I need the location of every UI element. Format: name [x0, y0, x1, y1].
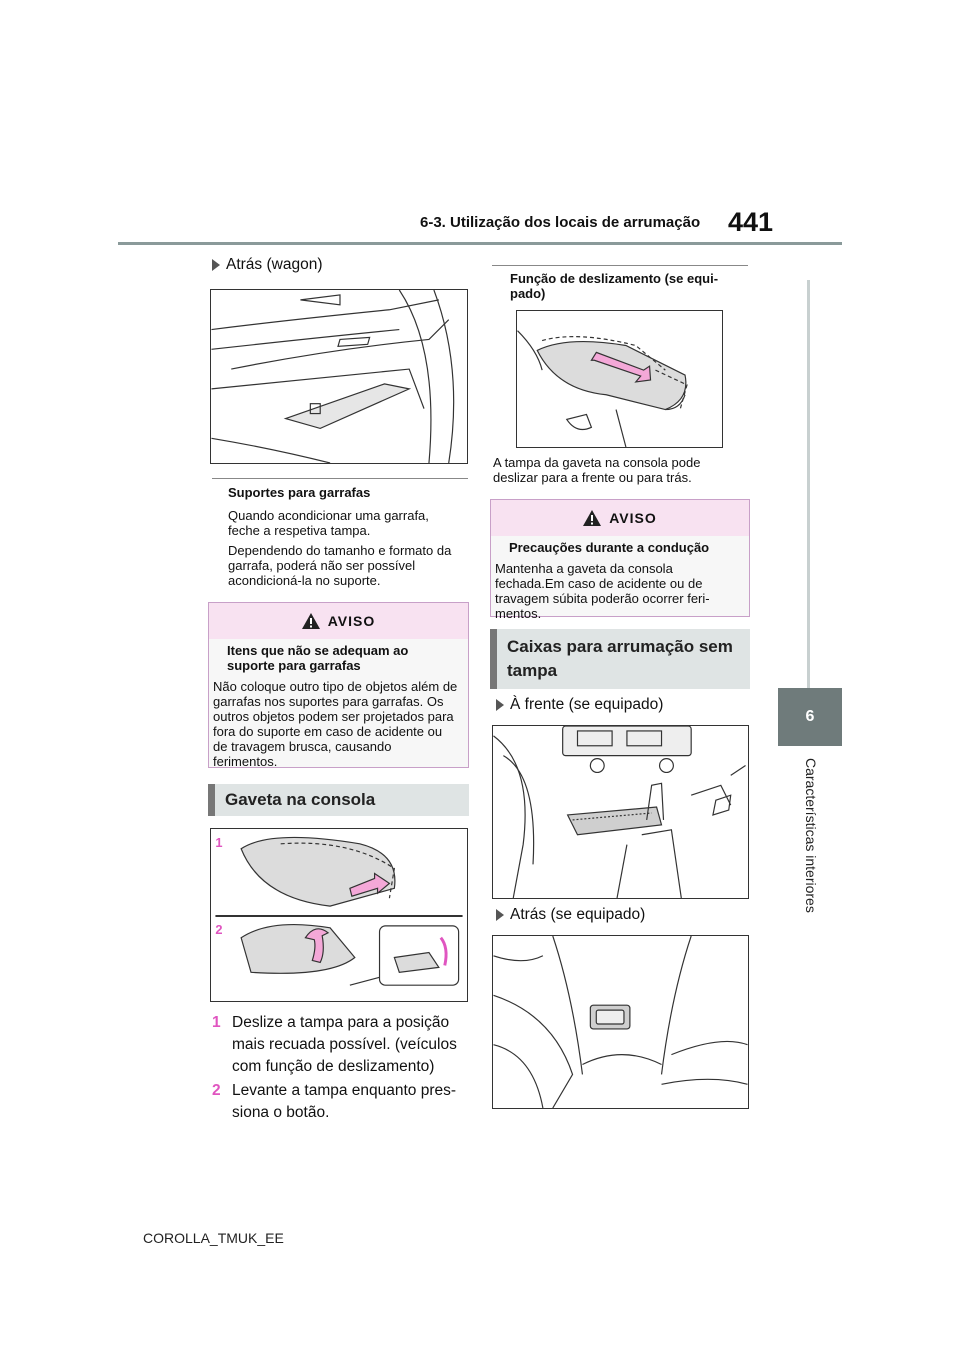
- step-2-number: 2: [212, 1082, 221, 1099]
- warning-label-2: AVISO: [609, 510, 657, 526]
- step-2: [212, 1080, 470, 1124]
- slide-note-title: Função de deslizamento (se equi-pado): [510, 271, 719, 301]
- console-slide-illustration: [517, 311, 722, 447]
- step-1-number: 1: [212, 1014, 221, 1031]
- figure-console-box: [210, 828, 468, 1002]
- side-rule: [807, 280, 810, 688]
- arrow-right-icon: [496, 909, 504, 921]
- warning-text-2: Mantenha a gaveta da consola fechada.Em caso de acidente ou de travagem súbita poderão ocorrer feri-mentos.: [495, 561, 710, 621]
- front-tray-illustration: [493, 726, 748, 898]
- slide-note-rule: [492, 265, 748, 266]
- step-2-text: Levante a tampa enquanto pres-siona o botão.: [232, 1082, 457, 1121]
- rear-wagon-heading-text: Atrás (wagon): [226, 256, 323, 273]
- warning-text: Não coloque outro tipo de objetos além de garrafas nos suportes para garrafas. Os outros objetos podem ser projetados para fora do suporte em caso de acidente ou de travagem brusca, causando ferimentos.: [213, 679, 458, 769]
- chapter-title-text: Características interiores: [803, 758, 819, 913]
- figure-front-tray: [492, 725, 749, 899]
- warning-label: AVISO: [327, 613, 376, 629]
- bottle-note-p2: Dependendo do tamanho e formato da garrafa, poderá não ser possível acondicioná-la no suporte.: [228, 543, 452, 588]
- console-lid-illustration: [211, 829, 467, 1001]
- rear-wagon-heading: [212, 256, 322, 274]
- figure-label-2: 2: [215, 921, 223, 937]
- slide-caption: A tampa da gaveta na consola pode deslizar para a frente ou para trás.: [493, 455, 701, 485]
- rear-heading-text: Atrás (se equipado): [510, 906, 646, 923]
- warning-header: [209, 603, 468, 639]
- warning-header-2: [491, 500, 749, 536]
- header-rule: [118, 242, 842, 245]
- figure-console-slide: [516, 310, 723, 448]
- document-code: COROLLA_TMUK_EE: [143, 1230, 284, 1246]
- figure-label-1: 1: [215, 834, 223, 850]
- warning-title-2: Precauções durante a condução: [509, 540, 710, 555]
- chapter-title: [780, 758, 840, 938]
- note-rule: [212, 478, 468, 479]
- section-console: Gaveta na consola: [208, 784, 469, 816]
- steps-list: [212, 1012, 470, 1124]
- figure-rear-wagon-bottle-holder: [210, 289, 468, 464]
- front-heading-text: À frente (se equipado): [510, 696, 664, 713]
- front-heading: [496, 696, 663, 714]
- step-1-text: Deslize a tampa para a posição mais recuada possível. (veículos com função de deslizamento): [232, 1014, 457, 1075]
- bottle-note-title: Suportes para garrafas: [228, 485, 371, 500]
- arrow-right-icon: [212, 259, 220, 271]
- bottle-note-p1: Quando acondicionar uma garrafa, feche a respetiva tampa.: [228, 508, 429, 538]
- warning-triangle-icon: [583, 510, 601, 526]
- section-title: 6-3. Utilização dos locais de arrumação: [420, 214, 701, 231]
- warning-box-bottle: [208, 602, 469, 768]
- section-open-trays: Caixas para arrumação sem tampa: [490, 629, 750, 689]
- warning-title: Itens que não se adequam ao suporte para garrafas: [227, 643, 409, 673]
- step-1: [212, 1012, 470, 1078]
- page-number: 441: [728, 207, 774, 237]
- warning-box-console: [490, 499, 750, 621]
- rear-tray-illustration: [493, 936, 748, 1108]
- rear-heading: [496, 906, 645, 924]
- chapter-tab[interactable]: 6: [778, 688, 842, 746]
- arrow-right-icon: [496, 699, 504, 711]
- door-panel-illustration: [211, 290, 467, 463]
- warning-triangle-icon: [302, 613, 320, 629]
- figure-rear-tray: [492, 935, 749, 1109]
